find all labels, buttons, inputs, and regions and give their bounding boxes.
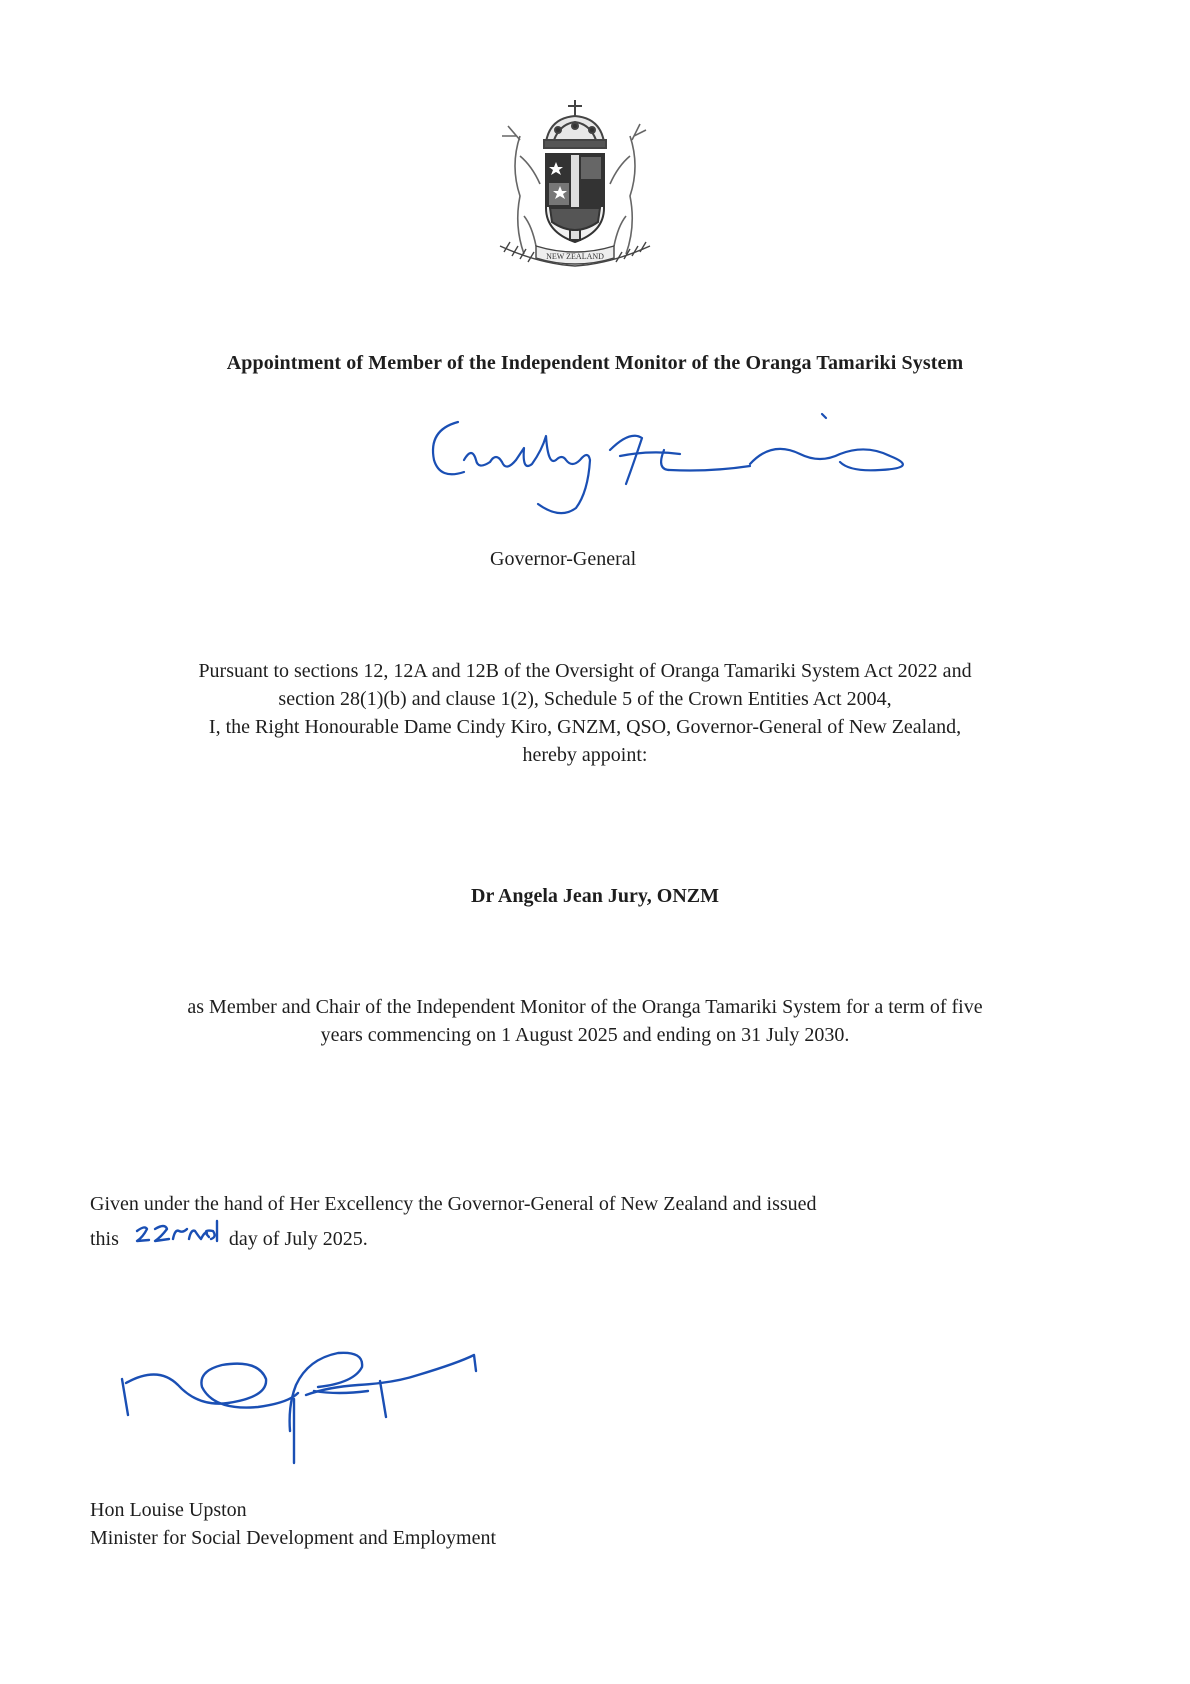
crest-motto: NEW ZEALAND xyxy=(546,252,604,261)
term-line: years commencing on 1 August 2025 and ending on 31 July 2030. xyxy=(320,1024,850,1046)
given-under-hand-paragraph xyxy=(90,1190,1090,1254)
handwritten-day xyxy=(131,1219,223,1245)
term-line: as Member and Chair of the Independent Monitor of the Oranga Tamariki System for a term of five xyxy=(187,996,983,1018)
pursuant-paragraph xyxy=(80,657,1090,769)
appointee-name: Dr Angela Jean Jury, ONZM xyxy=(471,885,719,907)
minister-role: Minister for Social Development and Employment xyxy=(90,1527,497,1549)
given-prefix: this xyxy=(90,1228,119,1250)
minister-name: Hon Louise Upston xyxy=(90,1499,247,1521)
term-paragraph xyxy=(80,993,1090,1049)
pursuant-line: I, the Right Honourable Dame Cindy Kiro, GNZM, QSO, Governor-General of New Zealand, xyxy=(208,716,962,738)
governor-general-caption: Governor-General xyxy=(490,548,637,570)
given-line: Given under the hand of Her Excellency the Governor-General of New Zealand and issued xyxy=(90,1193,817,1215)
given-date-line xyxy=(90,1219,1090,1254)
pursuant-line: section 28(1)(b) and clause 1(2), Schedule 5 of the Crown Entities Act 2004, xyxy=(278,688,892,710)
pursuant-line: Pursuant to sections 12, 12A and 12B of the Oversight of Oranga Tamariki System Act 2022 and xyxy=(198,660,972,682)
minister-block xyxy=(90,1496,496,1552)
nz-coat-of-arms-icon xyxy=(480,96,670,276)
document-title: Appointment of Member of the Independent Monitor of the Oranga Tamariki System xyxy=(226,352,964,374)
given-suffix: day of July 2025. xyxy=(228,1228,368,1250)
handwritten-signature-icon xyxy=(118,1335,518,1475)
pursuant-line: hereby appoint: xyxy=(522,744,648,766)
handwritten-signature-icon xyxy=(420,410,1010,550)
